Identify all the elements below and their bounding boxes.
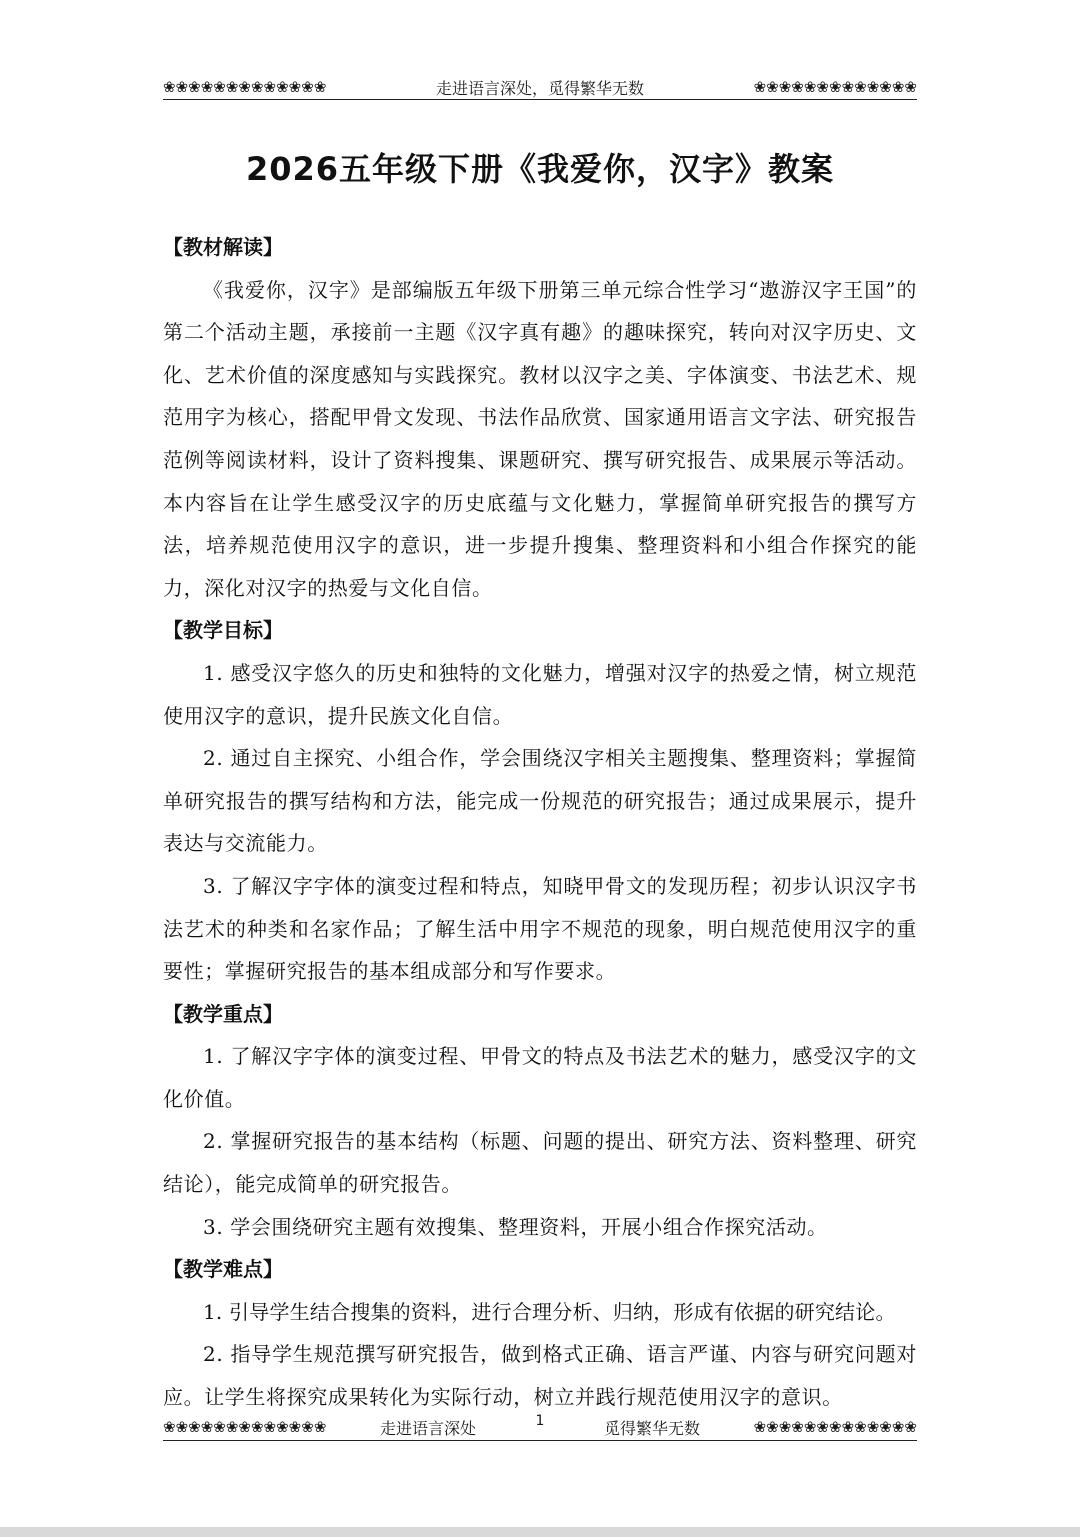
page-number: 1: [535, 1413, 545, 1429]
paragraph: 1. 了解汉字字体的演变过程、甲骨文的特点及书法艺术的魅力，感受汉字的文化价值。: [163, 1044, 917, 1111]
document-title: 2026五年级下册《我爱你，汉字》教案: [245, 150, 835, 188]
viewer-bottom-strip: [0, 1527, 1080, 1537]
paragraph: 1. 引导学生结合搜集的资料，进行合理分析、归纳，形成有依据的研究结论。: [203, 1299, 896, 1324]
footer-flower-border-left: ❀❀❀❀❀❀❀❀❀❀❀❀❀: [163, 1418, 327, 1436]
paragraph: 1. 感受汉字悠久的历史和独特的文化魅力，增强对汉字的热爱之情，树立规范使用汉字的意识，提升民族文化自信。: [163, 660, 917, 728]
page-footer: [163, 1414, 917, 1440]
paragraph: 2. 掌握研究报告的基本结构（标题、问题的提出、研究方法、资料整理、研究结论），能完成简单的研究报告。: [163, 1129, 917, 1197]
header-slogan: 走进语言深处，觅得繁华无数: [435, 78, 644, 98]
paragraph: 《我爱你，汉字》是部编版五年级下册第三单元综合性学习“遨游汉字王国”的第二个活动主题，承接前一主题《汉字真有趣》的趣味探究，转向对汉字历史、文化、艺术价值的深度感知与实践探究。教材以汉字之美、字体演变、书法艺术、规范用字为核心，搭配甲骨文发现、书法作品欣赏、国家通用语言文字法、研究报告范例等阅读材料，设计了资料搜集、课题研究、撰写研究报告、成果展示等活动。本内容旨在让学生感受汉字的历史底蕴与文化魅力，掌握简单研究报告的撰写方法，培养规范使用汉字的意识，进一步提升搜集、整理资料和小组合作探究的能力，深化对汉字的热爱与文化自信。: [163, 277, 917, 600]
section-heading: 【教材解读】: [163, 235, 283, 259]
document-body: [163, 226, 917, 1419]
footer-flower-border-right: ❀❀❀❀❀❀❀❀❀❀❀❀❀: [753, 1418, 917, 1436]
paragraph: 2. 指导学生规范撰写研究报告，做到格式正确、语言严谨、内容与研究问题对应。让学生将探究成果转化为实际行动，树立并践行规范使用汉字的意识。: [163, 1342, 917, 1410]
paragraph: 3. 了解汉字字体的演变过程和特点，知晓甲骨文的发现历程；初步认识汉字书法艺术的种类和名家作品；了解生活中用字不规范的现象，明白规范使用汉字的重要性；掌握研究报告的基本组成部分和写作要求。: [163, 873, 917, 984]
section-heading: 【教学难点】: [163, 1257, 283, 1282]
section-teaching-objectives: [163, 609, 917, 992]
footer-slogan-left: 走进语言深处: [379, 1418, 476, 1438]
section-teaching-difficulties: [163, 1248, 917, 1418]
header-rule: [163, 99, 917, 100]
paragraph: 3. 学会围绕研究主题有效搜集、整理资料，开展小组合作探究活动。: [203, 1214, 828, 1239]
section-teaching-key-points: [163, 993, 917, 1249]
footer-rule: [163, 1440, 917, 1441]
header-flower-border-right: ❀❀❀❀❀❀❀❀❀❀❀❀❀: [753, 78, 917, 96]
section-textbook-analysis: [163, 226, 917, 609]
header-flower-border-left: ❀❀❀❀❀❀❀❀❀❀❀❀❀: [163, 78, 327, 96]
section-heading: 【教学重点】: [163, 1001, 283, 1026]
section-heading: 【教学目标】: [163, 618, 283, 643]
footer-slogan-right: 觅得繁华无数: [604, 1418, 701, 1438]
paragraph: 2. 通过自主探究、小组合作，学会围绕汉字相关主题搜集、整理资料；掌握简单研究报告的撰写结构和方法，能完成一份规范的研究报告；通过成果展示，提升表达与交流能力。: [163, 746, 917, 856]
page-header: [163, 74, 917, 100]
